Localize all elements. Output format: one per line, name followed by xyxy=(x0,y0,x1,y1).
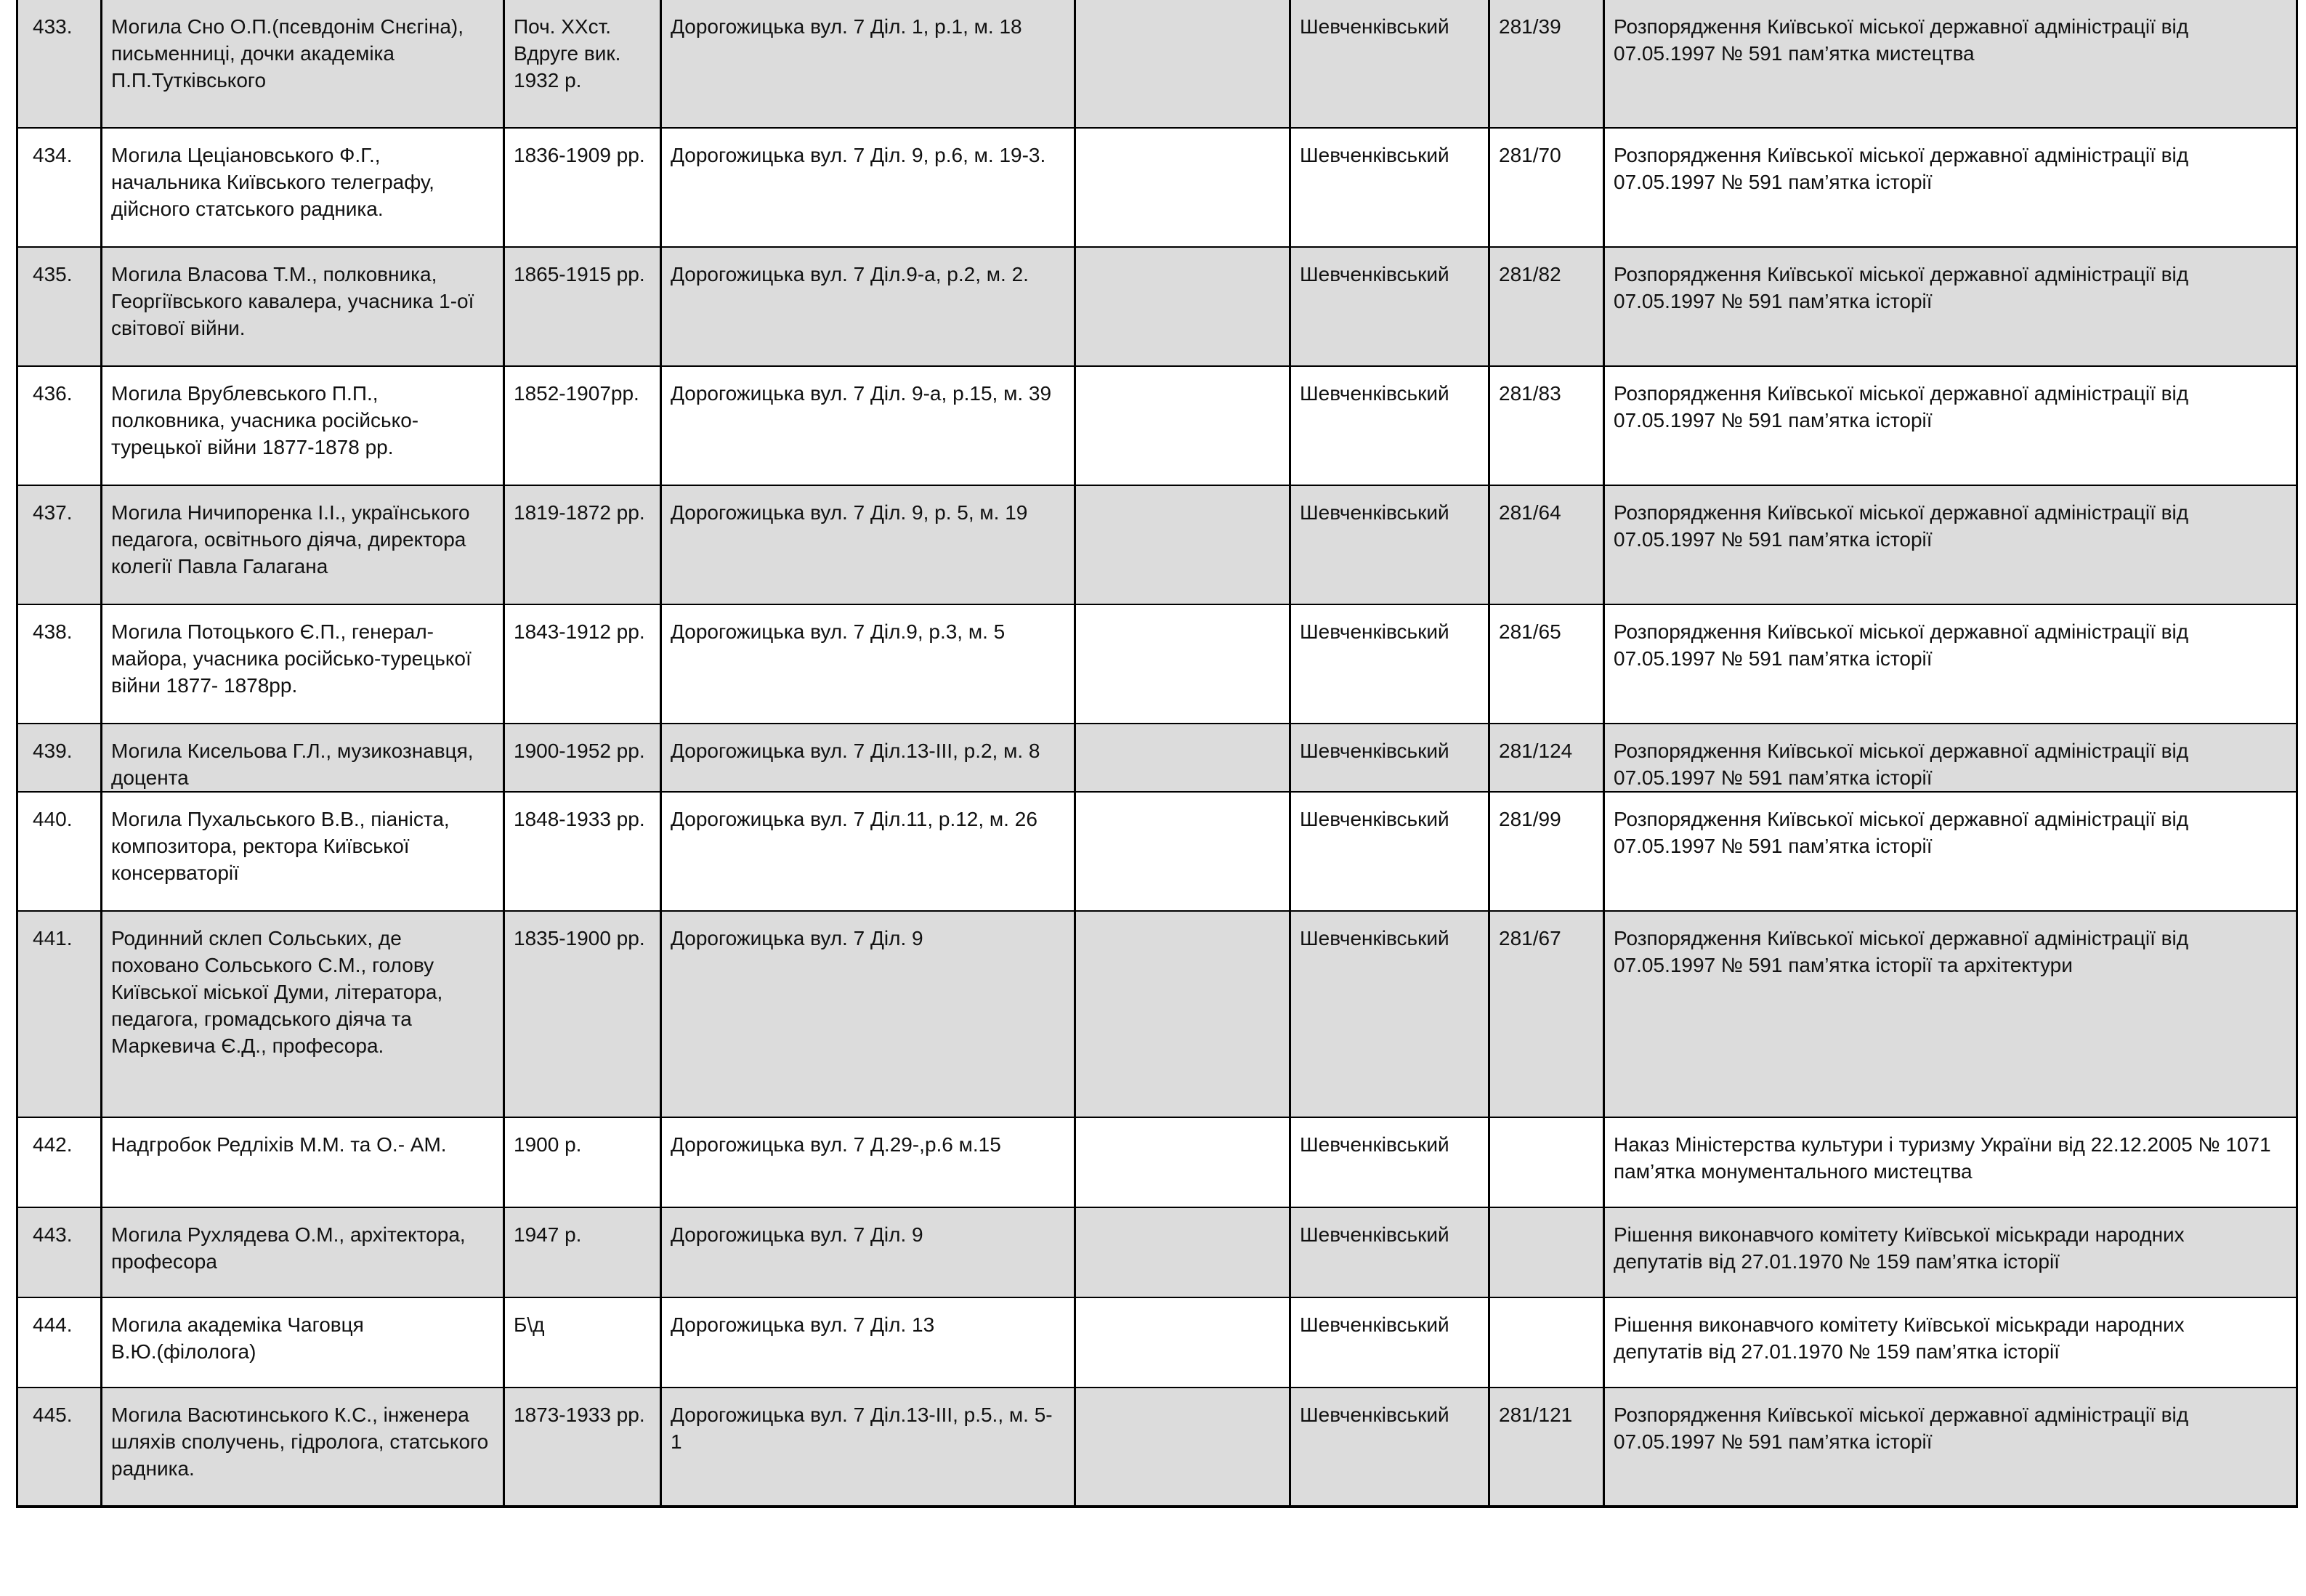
monument-date: 1947 р. xyxy=(504,1207,661,1297)
monument-name: Могила Ничипоренка І.І., українського педагога, освітнього діяча, директора колегії Павла Галагана xyxy=(102,485,504,604)
monument-name: Надгробок Редліхів М.М. та О.- АМ. xyxy=(102,1117,504,1207)
row-number: 439. xyxy=(17,724,102,792)
monument-date: 1843-1912 рр. xyxy=(504,604,661,724)
legal-document: Розпорядження Київської міської державної адміністрації від 07.05.1997 № 591 пам’ятка історії xyxy=(1604,247,2297,366)
monument-date: 1865-1915 рр. xyxy=(504,247,661,366)
empty-cell xyxy=(1075,1207,1290,1297)
monument-address: Дорогожицька вул. 7 Діл. 9, р.6, м. 19-3. xyxy=(661,128,1075,247)
monument-address: Дорогожицька вул. 7 Діл. 9-а, р.15, м. 39 xyxy=(661,366,1075,485)
registry-code: 281/82 xyxy=(1489,247,1604,366)
empty-cell xyxy=(1075,0,1290,128)
row-number: 443. xyxy=(17,1207,102,1297)
row-number: 442. xyxy=(17,1117,102,1207)
legal-document: Розпорядження Київської міської державної адміністрації від 07.05.1997 № 591 пам’ятка історії xyxy=(1604,366,2297,485)
table-row xyxy=(17,724,2297,792)
monument-date: 1900-1952 рр. xyxy=(504,724,661,792)
registry-code: 281/65 xyxy=(1489,604,1604,724)
monument-date: 1900 р. xyxy=(504,1117,661,1207)
district-name: Шевченківський xyxy=(1290,604,1489,724)
monuments-table xyxy=(16,0,2298,1508)
registry-code: 281/124 xyxy=(1489,724,1604,792)
monument-date: 1852-1907рр. xyxy=(504,366,661,485)
row-number: 435. xyxy=(17,247,102,366)
monument-name: Могила Кисельова Г.Л., музикознавця, доцента xyxy=(102,724,504,792)
registry-code: 281/121 xyxy=(1489,1388,1604,1507)
monument-name: Могила Цеціановського Ф.Г., начальника Київського телеграфу, дійсного статського радника. xyxy=(102,128,504,247)
monument-name: Могила Сно О.П.(псевдонім Снєгіна), письменниці, дочки академіка П.П.Тутківського xyxy=(102,0,504,128)
monument-date: 1873-1933 рр. xyxy=(504,1388,661,1507)
monument-address: Дорогожицька вул. 7 Діл.13-ІІІ, р.5., м. 5- 1 xyxy=(661,1388,1075,1507)
district-name: Шевченківський xyxy=(1290,1297,1489,1388)
monument-name: Родинний склеп Сольських, де поховано Сольського С.М., голову Київської міської Думи, літератора, педагога, громадського діяча та Маркевича Є.Д., професора. xyxy=(102,911,504,1117)
monument-date: Поч. XXст. Вдруге вик. 1932 р. xyxy=(504,0,661,128)
district-name: Шевченківський xyxy=(1290,724,1489,792)
district-name: Шевченківський xyxy=(1290,247,1489,366)
registry-code: 281/83 xyxy=(1489,366,1604,485)
district-name: Шевченківський xyxy=(1290,792,1489,911)
monument-name: Могила Врублевського П.П., полковника, учасника російсько- турецької війни 1877-1878 рр. xyxy=(102,366,504,485)
row-number: 434. xyxy=(17,128,102,247)
registry-code: 281/64 xyxy=(1489,485,1604,604)
district-name: Шевченківський xyxy=(1290,128,1489,247)
registry-code xyxy=(1489,1207,1604,1297)
registry-code: 281/39 xyxy=(1489,0,1604,128)
legal-document: Розпорядження Київської міської державної адміністрації від 07.05.1997 № 591 пам’ятка мистецтва xyxy=(1604,0,2297,128)
row-number: 440. xyxy=(17,792,102,911)
row-number: 436. xyxy=(17,366,102,485)
empty-cell xyxy=(1075,724,1290,792)
district-name: Шевченківський xyxy=(1290,1388,1489,1507)
monument-name: Могила Потоцького Є.П., генерал- майора, учасника російсько-турецької війни 1877- 1878рр. xyxy=(102,604,504,724)
table-row xyxy=(17,1388,2297,1507)
registry-code: 281/67 xyxy=(1489,911,1604,1117)
monument-address: Дорогожицька вул. 7 Діл.11, р.12, м. 26 xyxy=(661,792,1075,911)
row-number: 433. xyxy=(17,0,102,128)
row-number: 438. xyxy=(17,604,102,724)
monument-address: Дорогожицька вул. 7 Діл. 9, р. 5, м. 19 xyxy=(661,485,1075,604)
monument-address: Дорогожицька вул. 7 Д.29-,р.6 м.15 xyxy=(661,1117,1075,1207)
legal-document: Розпорядження Київської міської державної адміністрації від 07.05.1997 № 591 пам’ятка історії xyxy=(1604,128,2297,247)
empty-cell xyxy=(1075,247,1290,366)
empty-cell xyxy=(1075,128,1290,247)
row-number: 444. xyxy=(17,1297,102,1388)
monument-name: Могила Пухальського В.В., піаніста, композитора, ректора Київської консерваторії xyxy=(102,792,504,911)
row-number: 445. xyxy=(17,1388,102,1507)
empty-cell xyxy=(1075,604,1290,724)
empty-cell xyxy=(1075,366,1290,485)
district-name: Шевченківський xyxy=(1290,911,1489,1117)
monument-name: Могила Власова Т.М., полковника, Георгіївського кавалера, учасника 1-ої світової війни. xyxy=(102,247,504,366)
table-row xyxy=(17,792,2297,911)
monument-date: 1819-1872 рр. xyxy=(504,485,661,604)
legal-document: Рішення виконавчого комітету Київської міськради народних депутатів від 27.01.1970 № 159 пам’ятка історії xyxy=(1604,1207,2297,1297)
monument-address: Дорогожицька вул. 7 Діл.9, р.3, м. 5 xyxy=(661,604,1075,724)
monument-address: Дорогожицька вул. 7 Діл. 13 xyxy=(661,1297,1075,1388)
table-body xyxy=(17,0,2297,1507)
monument-name: Могила академіка Чаговця В.Ю.(філолога) xyxy=(102,1297,504,1388)
table-row xyxy=(17,0,2297,128)
legal-document: Наказ Міністерства культури і туризму України від 22.12.2005 № 1071 пам’ятка монументального мистецтва xyxy=(1604,1117,2297,1207)
legal-document: Розпорядження Київської міської державної адміністрації від 07.05.1997 № 591 пам’ятка історії xyxy=(1604,604,2297,724)
monument-address: Дорогожицька вул. 7 Діл.13-ІІІ, р.2, м. 8 xyxy=(661,724,1075,792)
registry-code: 281/70 xyxy=(1489,128,1604,247)
district-name: Шевченківський xyxy=(1290,0,1489,128)
empty-cell xyxy=(1075,485,1290,604)
legal-document: Розпорядження Київської міської державної адміністрації від 07.05.1997 № 591 пам’ятка історії xyxy=(1604,792,2297,911)
table-row xyxy=(17,1207,2297,1297)
district-name: Шевченківський xyxy=(1290,366,1489,485)
monument-date: 1848-1933 рр. xyxy=(504,792,661,911)
table-row xyxy=(17,911,2297,1117)
district-name: Шевченківський xyxy=(1290,485,1489,604)
monument-address: Дорогожицька вул. 7 Діл. 9 xyxy=(661,911,1075,1117)
table-row xyxy=(17,247,2297,366)
empty-cell xyxy=(1075,1117,1290,1207)
registry-code xyxy=(1489,1117,1604,1207)
table-row xyxy=(17,1117,2297,1207)
district-name: Шевченківський xyxy=(1290,1117,1489,1207)
empty-cell xyxy=(1075,792,1290,911)
table-row xyxy=(17,485,2297,604)
empty-cell xyxy=(1075,1388,1290,1507)
legal-document: Розпорядження Київської міської державної адміністрації від 07.05.1997 № 591 пам’ятка історії та архітектури xyxy=(1604,911,2297,1117)
table-row xyxy=(17,604,2297,724)
monument-name: Могила Васютинського К.С., інженера шляхів сполучень, гідролога, статського радника. xyxy=(102,1388,504,1507)
monument-address: Дорогожицька вул. 7 Діл.9-а, р.2, м. 2. xyxy=(661,247,1075,366)
row-number: 437. xyxy=(17,485,102,604)
monument-name: Могила Рухлядева О.М., архітектора, професора xyxy=(102,1207,504,1297)
monument-date: 1835-1900 рр. xyxy=(504,911,661,1117)
monument-date: Б\д xyxy=(504,1297,661,1388)
monument-address: Дорогожицька вул. 7 Діл. 9 xyxy=(661,1207,1075,1297)
row-number: 441. xyxy=(17,911,102,1117)
table-row xyxy=(17,128,2297,247)
monument-address: Дорогожицька вул. 7 Діл. 1, р.1, м. 18 xyxy=(661,0,1075,128)
monument-date: 1836-1909 рр. xyxy=(504,128,661,247)
legal-document: Розпорядження Київської міської державної адміністрації від 07.05.1997 № 591 пам’ятка історії xyxy=(1604,485,2297,604)
table-row xyxy=(17,1297,2297,1388)
empty-cell xyxy=(1075,911,1290,1117)
empty-cell xyxy=(1075,1297,1290,1388)
table-row xyxy=(17,366,2297,485)
legal-document: Рішення виконавчого комітету Київської міськради народних депутатів від 27.01.1970 № 159 пам’ятка історії xyxy=(1604,1297,2297,1388)
registry-code: 281/99 xyxy=(1489,792,1604,911)
legal-document: Розпорядження Київської міської державної адміністрації від 07.05.1997 № 591 пам’ятка історії xyxy=(1604,1388,2297,1507)
registry-code xyxy=(1489,1297,1604,1388)
district-name: Шевченківський xyxy=(1290,1207,1489,1297)
legal-document: Розпорядження Київської міської державної адміністрації від 07.05.1997 № 591 пам’ятка історії xyxy=(1604,724,2297,792)
